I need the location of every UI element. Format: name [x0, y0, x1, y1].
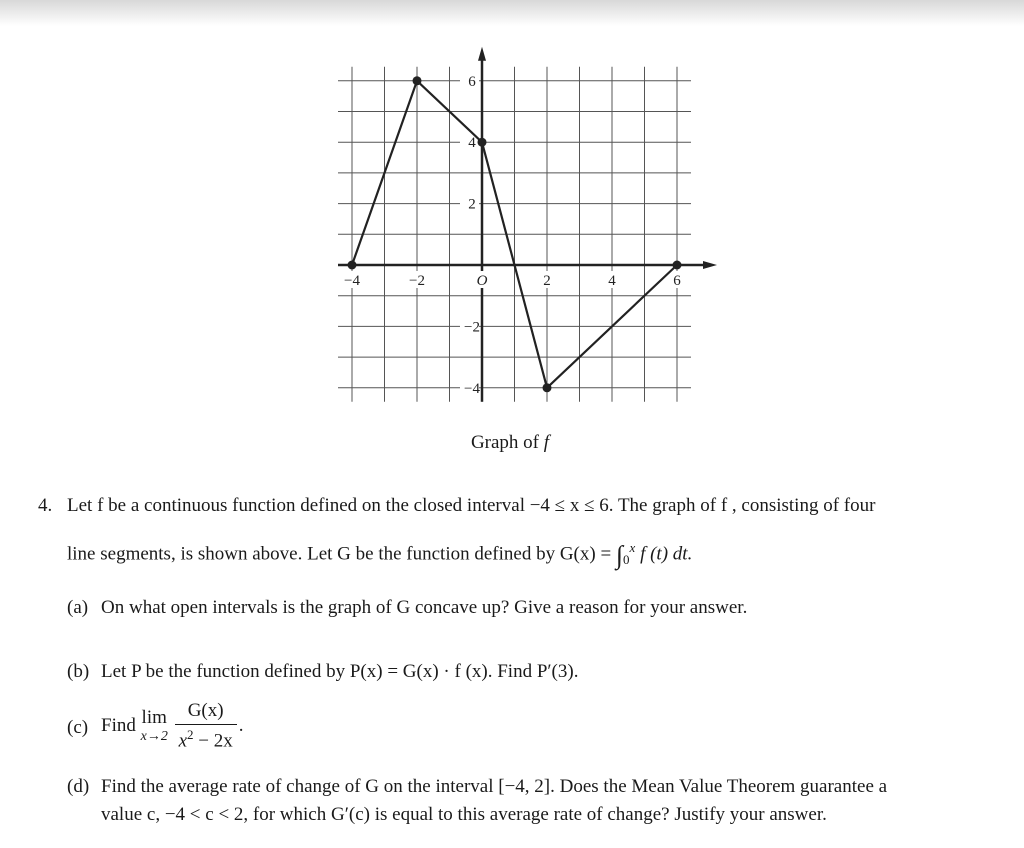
- part-a-label: (a): [67, 597, 89, 618]
- f-vertex-point: [413, 76, 422, 85]
- f-vertex-point: [543, 383, 552, 392]
- part-c-expression: Find lim x→2 $\frac{G(x)}{x^2 - 2x}$ .: [101, 700, 244, 752]
- f-vertex-point: [348, 261, 357, 270]
- question-line-2: line segments, is shown above. Let G be the function defined by $G(x) = \int_0^x$ f (t) dt.: [67, 540, 693, 570]
- f-vertex-point: [673, 261, 682, 270]
- f-vertex-point: [478, 138, 487, 147]
- fraction-numerator: G(x): [175, 700, 237, 725]
- part-d-line-2: value c, −4 < c < 2, for which G′(c) is equal to this average rate of change? Justify your answer.: [101, 804, 827, 825]
- part-d-label: (d): [67, 776, 90, 797]
- x-tick-label: 2: [543, 273, 551, 289]
- fraction-denominator: $x^2 - 2x$: [178, 727, 233, 752]
- grid: [338, 67, 691, 402]
- part-a-text: On what open intervals is the graph of G concave up? Give a reason for your answer.: [101, 597, 748, 618]
- x-tick-label: 6: [673, 273, 681, 289]
- part-b-label: (b): [67, 661, 90, 682]
- integral-lower: 0: [623, 552, 630, 568]
- part-d-line-1: Find the average rate of change of G on the interval [−4, 2]. Does the Mean Value Theorem guarantee a: [101, 776, 888, 797]
- question-number: 4.: [38, 495, 53, 516]
- x-tick-label: −4: [344, 273, 360, 289]
- y-tick-label: 4: [468, 135, 476, 152]
- y-tick-label: 2: [468, 196, 476, 213]
- graph-caption: Graph of f: [470, 432, 550, 453]
- y-tick-label: 6: [468, 73, 476, 90]
- x-tick-label: 4: [608, 273, 616, 289]
- integral-sign: ∫: [615, 540, 624, 570]
- axes: [338, 47, 717, 402]
- y-axis-arrow: [478, 47, 486, 61]
- y-tick-label: −4: [464, 380, 480, 397]
- part-b-text: Let P be the function defined by P(x) = G(x) · f (x). Find P′(3).: [101, 661, 579, 682]
- x-axis-arrow: [703, 261, 717, 269]
- question-line-1: Let f be a continuous function defined on the closed interval −4 ≤ x ≤ 6. The graph of f , consisting of four: [67, 495, 876, 516]
- limit: lim x→2: [140, 707, 168, 744]
- y-tick-label: −2: [464, 319, 480, 336]
- integral-upper: x: [629, 540, 636, 555]
- limit-fraction: [175, 700, 237, 752]
- x-tick-label: −2: [409, 273, 425, 289]
- x-tick-label: O: [476, 273, 488, 289]
- part-c-label: (c): [67, 717, 89, 738]
